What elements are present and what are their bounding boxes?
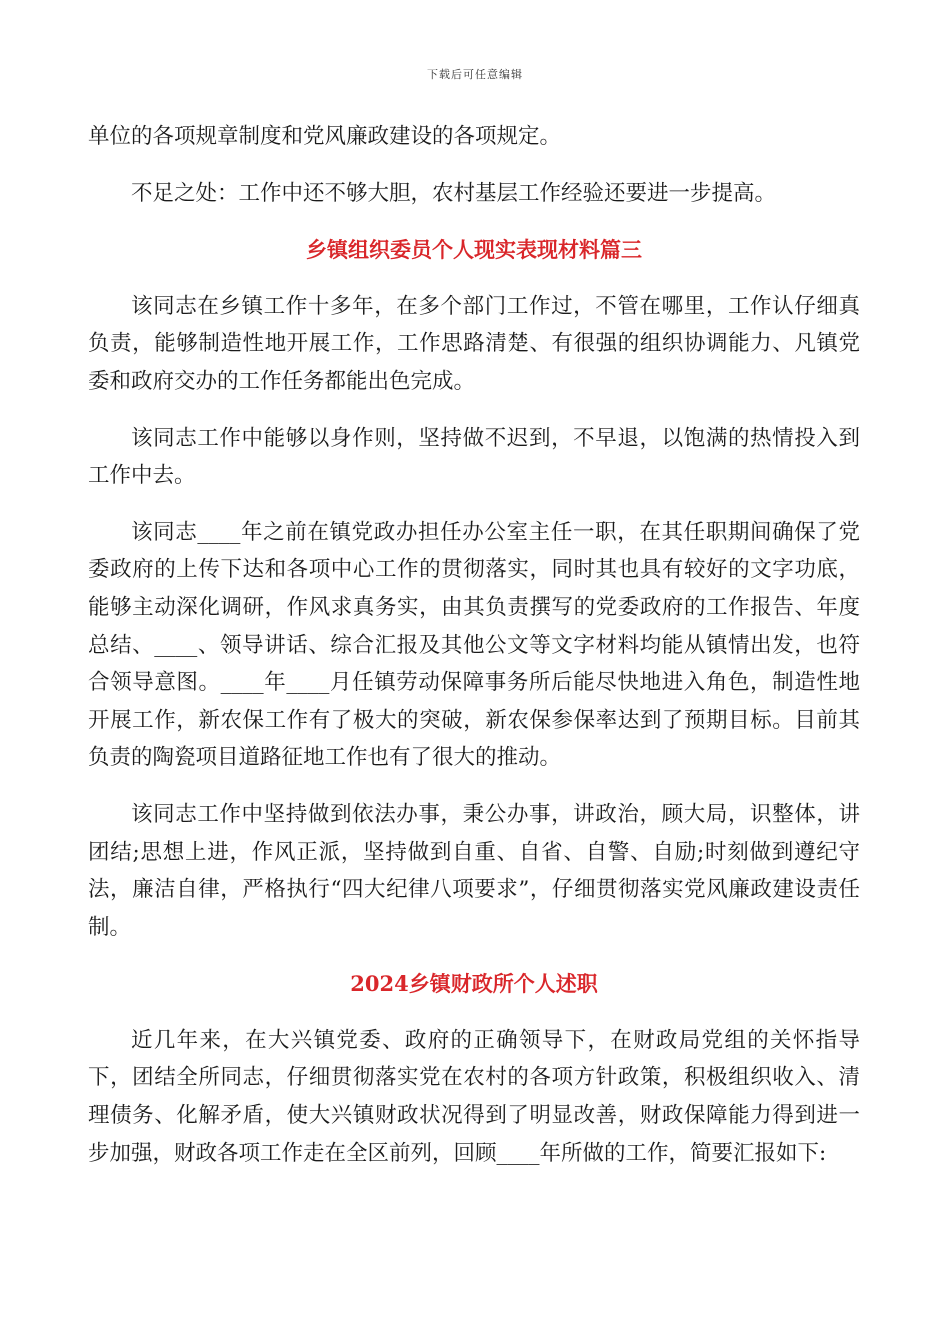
paragraph: 该同志在乡镇工作十多年，在多个部门工作过，不管在哪里，工作认仔细真负责，能够制造性地开展工作，工作思路清楚、有很强的组织协调能力、凡镇党委和政府交办的工作任务都能出色完成。 [88,293,860,394]
paragraph: 该同志____年之前在镇党政办担任办公室主任一职，在其任职期间确保了党委政府的上传下达和各项中心工作的贯彻落实，同时其也具有较好的文字功底，能够主动深化调研，作风求真务实，由其负责撰写的党委政府的工作报告、年度总结、____、领导讲话、综合汇报及其他公文等文字材料均能从镇情出发，也符合领导意图。____年____月任镇劳动保障事务所后能尽快地进入角色，制造性地开展工作，新农保工作有了极大的突破，新农保参保率达到了预期目标。目前其负责的陶瓷项目道路征地工作也有了很大的推动。 [88,519,860,771]
paragraph-shortcomings: 不足之处：工作中还不够大胆，农村基层工作经验还要进一步提高。 [131,180,777,206]
paragraph: 该同志工作中能够以身作则，坚持做不迟到，不早退，以饱满的热情投入到工作中去。 [88,425,860,489]
section-heading-finance-report: 2024乡镇财政所个人述职 [350,971,598,997]
page-header: 下载后可任意编辑 [427,68,523,81]
paragraph: 该同志工作中坚持做到依法办事，秉公办事，讲政治，顾大局，识整体，讲团结;思想上进，作风正派，坚持做到自重、自省、自警、自励;时刻做到遵纪守法，廉洁自律，严格执行“四大纪律八项要求”，仔细贯彻落实党风廉政建设责任制。 [88,801,860,940]
paragraph-continuation: 单位的各项规章制度和党风廉政建设的各项规定。 [88,124,562,149]
document-body [88,118,860,1191]
paragraph: 近几年来，在大兴镇党委、政府的正确领导下，在财政局党组的关怀指导下，团结全所同志，仔细贯彻落实党在农村的各项方针政策，积极组织收入、清理债务、化解矛盾，使大兴镇财政状况得到了明显改善，财政保障能力得到进一步加强，财政各项工作走在全区前列，回顾____年所做的工作，简要汇报如下: [88,1027,860,1166]
section-heading-part-three: 乡镇组织委员个人现实表现材料篇三 [306,237,642,263]
